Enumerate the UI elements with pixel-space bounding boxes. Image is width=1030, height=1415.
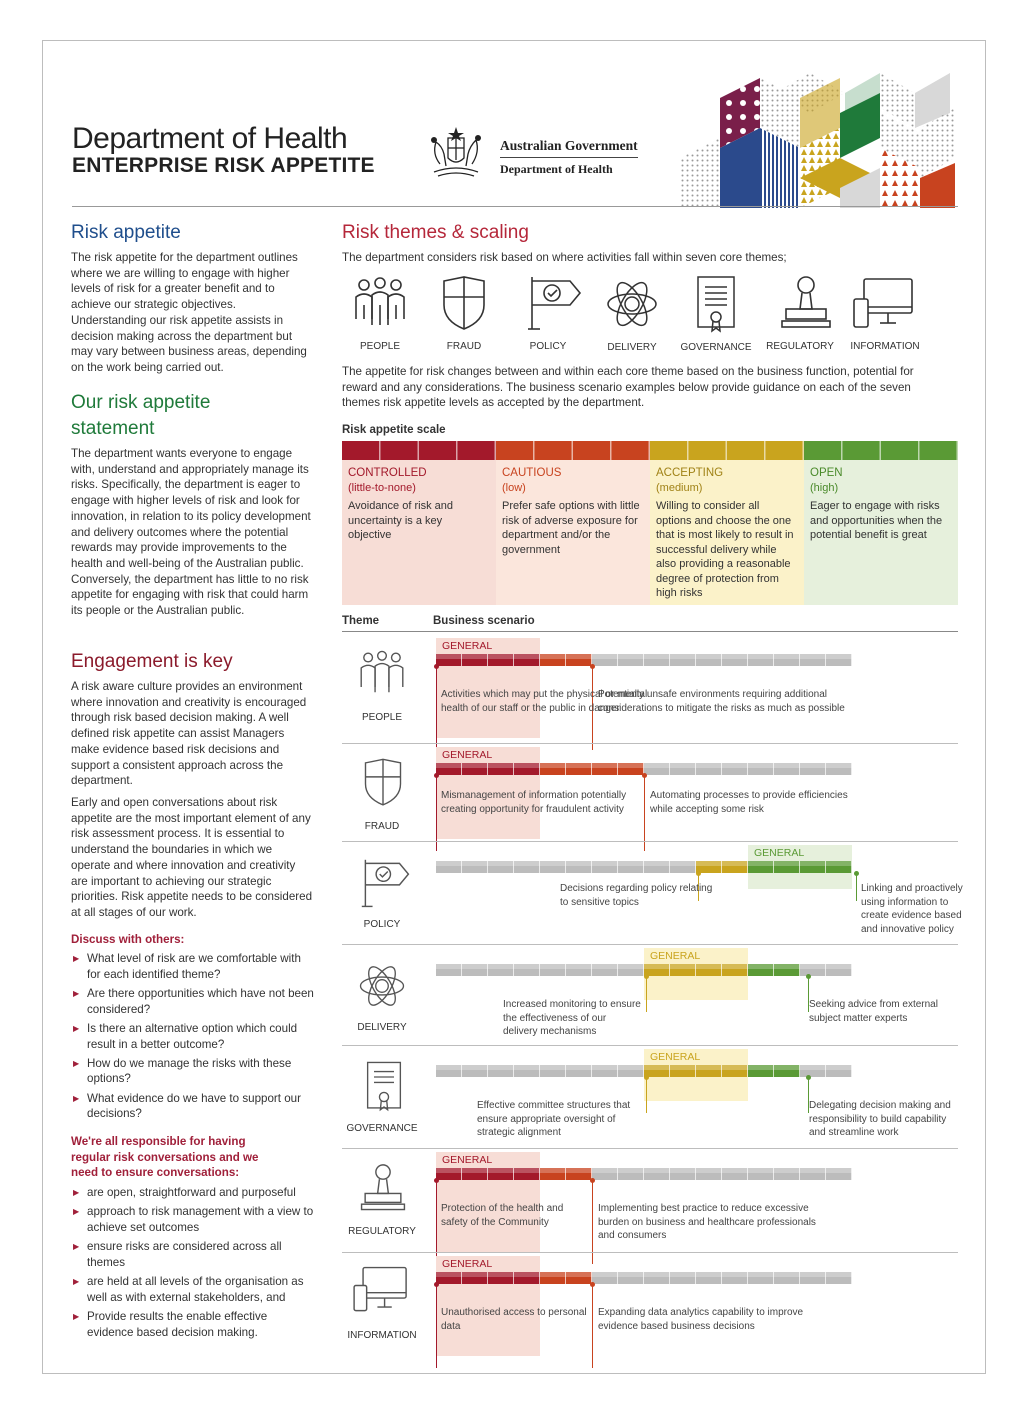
atom-icon — [356, 960, 408, 1012]
certificate-icon — [364, 1060, 404, 1114]
scenario-left-text: Unauthorised access to personal data — [441, 1307, 587, 1332]
people-icon — [350, 275, 410, 333]
devices-icon — [352, 1264, 410, 1316]
marker-line-left — [646, 1077, 647, 1113]
scenario-theme-label: FRAUD — [364, 821, 400, 832]
list-item: ▶ Provide results the enable effective evidence based decision making. — [71, 1309, 316, 1340]
scenario-bar — [436, 654, 852, 666]
scenario-right-text: Potentially unsafe environments requiring additional considerations to mitigate the risks as much as possible — [598, 689, 845, 714]
flag-check-icon — [360, 858, 412, 910]
marker-dot-right — [806, 1075, 811, 1080]
certificate-icon — [694, 275, 738, 333]
general-label: GENERAL — [442, 749, 493, 761]
list-item: ▶ What level of risk are we comfortable with for each identified theme? — [71, 951, 316, 982]
scenario-theme-label: REGULATORY — [348, 1226, 416, 1237]
statement-heading-line2: statement — [71, 418, 155, 439]
marker-dot-right — [854, 871, 859, 876]
marker-dot-right — [642, 773, 647, 778]
department-title: Department of Health — [72, 122, 348, 155]
scale-cell-controlled — [342, 460, 496, 605]
theme-label-policy: POLICY — [529, 341, 567, 352]
scale-title: Risk appetite scale — [342, 424, 446, 436]
scenario-right-text: Automating processes to provide efficiencies while accepting some risk — [650, 790, 848, 815]
row-separator — [342, 743, 958, 744]
row-separator — [342, 841, 958, 842]
marker-line-right — [592, 1284, 593, 1368]
scenario-left-text: Activities which may put the physical or mental health of our staff or the public in danger — [441, 689, 648, 714]
page-title: ENTERPRISE RISK APPETITE — [72, 154, 375, 177]
people-icon — [356, 648, 408, 700]
marker-dot-right — [590, 1178, 595, 1183]
appetite-text: The appetite for risk changes between and within each core theme based on the business function, potential for reward and any considerations. The business scenario examples below provide guidance on each of the seven themes risk appetite levels as accepted by the department. — [342, 365, 914, 410]
scale-name: CONTROLLED — [348, 467, 427, 479]
list-item: ▶ approach to risk management with a view to achieve set outcomes — [71, 1204, 316, 1235]
statement-heading-line1: Our risk appetite — [71, 392, 211, 413]
marker-line-right — [856, 873, 857, 901]
scenario-right-text: Implementing best practice to reduce excessive burden on business and healthcare professionals and consumers — [598, 1203, 816, 1241]
risk-appetite-text: The risk appetite for the department outlines where we are willing to engage with higher levels of risk for a greater benefit and to achieve our strategic objectives. Understanding our risk appetite assists in decision making across the department but may vary between business areas, depending on the work being carried out. — [71, 251, 307, 374]
scale-level: (little-to-none) — [348, 481, 416, 494]
scenario-theme-label: DELIVERY — [357, 1022, 407, 1033]
list-item: ▶ ensure risks are considered across all themes — [71, 1239, 316, 1270]
discuss-heading: Discuss with others: — [71, 933, 185, 946]
theme-label-fraud: FRAUD — [446, 341, 482, 352]
scale-desc: Avoidance of risk and uncertainty is a key objective — [348, 500, 453, 541]
scenario-left-text: Decisions regarding policy relating to sensitive topics — [560, 883, 713, 908]
marker-line-left — [436, 666, 437, 750]
scale-level: (high) — [810, 481, 839, 494]
atom-icon — [604, 275, 660, 333]
devices-icon — [852, 275, 916, 333]
row-separator — [342, 1148, 958, 1149]
themes-intro: The department considers risk based on where activities fall within seven core themes; — [342, 251, 787, 264]
scale-name: ACCEPTING — [656, 467, 724, 479]
header-rule — [72, 206, 958, 207]
marker-dot-left — [434, 1282, 439, 1287]
col-theme: Theme — [342, 615, 380, 627]
scenario-right-text: Linking and proactively using information to create evidence based and innovative policy — [861, 883, 963, 935]
gov-dept: Department of Health — [500, 162, 613, 176]
marker-dot-left — [434, 1178, 439, 1183]
general-label: GENERAL — [442, 640, 493, 652]
general-label: GENERAL — [754, 847, 805, 859]
list-item: ▶ are held at all levels of the organisation as well as with external stakeholders, and — [71, 1274, 316, 1305]
decorative-cube-pattern — [680, 68, 960, 208]
marker-dot-left — [644, 1075, 649, 1080]
scenario-left-text: Increased monitoring to ensure the effectiveness of our delivery mechanisms — [503, 999, 641, 1037]
list-item: ▶ How do we manage the risks with these options? — [71, 1056, 316, 1087]
col-scenario: Business scenario — [433, 615, 535, 627]
engagement-text-2: Early and open conversations about risk appetite are the most important element of any risk assessment process. It is essential to understand the boundaries in which we operate and where innovation and creativity are important to achieving our strategic priorities. Risk appetite needs to be considered at all stages of our work. — [71, 796, 313, 919]
scenario-right-text: Expanding data analytics capability to improve evidence based business decisions — [598, 1307, 804, 1332]
scenario-left-text: Protection of the health and safety of the Community — [441, 1203, 564, 1228]
scale-cell-cautious — [496, 460, 650, 605]
list-item: ▶ Is there an alternative option which could result in a better outcome? — [71, 1021, 316, 1052]
shield-icon — [440, 275, 488, 333]
engagement-text-1: A risk aware culture provides an environment where innovation and creativity is encouraged through risk based decision making. A well defined risk appetite can assist Managers make evidence based risk decisions and support a consistent approach across the department. — [71, 680, 307, 788]
scenario-left-text: Effective committee structures that ensure appropriate oversight of strategic alignment — [477, 1100, 631, 1138]
general-label: GENERAL — [650, 950, 701, 962]
scale-bar — [342, 441, 958, 460]
scale-level: (low) — [502, 481, 526, 494]
risk-appetite-heading: Risk appetite — [71, 222, 181, 243]
marker-dot-left — [696, 871, 701, 876]
themes-heading: Risk themes & scaling — [342, 222, 529, 243]
marker-line-left — [646, 976, 647, 1012]
flag-check-icon — [526, 275, 584, 333]
list-item: ▶ Are there opportunities which have not been considered? — [71, 986, 316, 1017]
theme-label-delivery: DELIVERY — [607, 342, 657, 353]
scale-name: CAUTIOUS — [502, 467, 562, 479]
marker-line-left — [436, 1284, 437, 1368]
general-label: GENERAL — [442, 1154, 493, 1166]
scale-cell-open — [804, 460, 958, 605]
gov-name: Australian Government — [500, 138, 638, 153]
marker-dot-left — [434, 773, 439, 778]
scenario-theme-label: GOVERNANCE — [346, 1123, 418, 1134]
scenario-bar — [436, 1168, 852, 1180]
scenario-theme-label: PEOPLE — [361, 712, 403, 723]
scale-level: (medium) — [656, 481, 703, 494]
row-separator — [342, 1252, 958, 1253]
theme-label-governance: GOVERNANCE — [680, 342, 752, 353]
scenario-bar — [436, 861, 852, 873]
scale-desc: Prefer safe options with little risk of adverse exposure for department and/or the government — [502, 500, 640, 556]
scenario-theme-label: INFORMATION — [347, 1330, 417, 1341]
scale-name: OPEN — [810, 467, 843, 479]
responsible-heading: We're all responsible for having regular risk conversations and we need to ensure conversations: — [71, 1135, 259, 1180]
general-label: GENERAL — [442, 1258, 493, 1270]
scale-desc: Willing to consider all options and choose the one that is most likely to result in successful delivery while also providing a reasonable degree of protection from high risks — [656, 500, 794, 599]
list-item: ▶ are open, straightforward and purposeful — [71, 1185, 316, 1201]
row-separator — [342, 944, 958, 945]
responsible-list — [71, 1185, 316, 1344]
theme-label-people: PEOPLE — [359, 341, 401, 352]
engagement-heading: Engagement is key — [71, 651, 233, 672]
theme-label-regulatory: REGULATORY — [766, 341, 834, 352]
list-item: ▶ What evidence do we have to support our decisions? — [71, 1091, 316, 1122]
statement-text: The department wants everyone to engage with, understand and appropriately manage its risks. Specifically, the department is eager to engage with higher levels of risk and look for innovation, in relation to its policy development and delivery outcomes where the potential rewards may provide improvements to the health and well-being of the Australian public. Conversely, the department has little to no risk appetite for engaging with risk that could harm its people or the Australian public. — [71, 447, 311, 618]
gov-divider — [500, 157, 638, 158]
scenario-left-text: Mismanagement of information potentially creating opportunity for fraudulent activity — [441, 790, 627, 815]
marker-dot-right — [590, 664, 595, 669]
marker-line-left — [436, 775, 437, 851]
coat-of-arms-icon — [420, 124, 492, 184]
marker-dot-right — [806, 974, 811, 979]
stamp-icon — [778, 275, 834, 333]
row-separator — [342, 1045, 958, 1046]
discuss-list — [71, 951, 316, 1126]
general-label: GENERAL — [650, 1051, 701, 1063]
theme-label-information: INFORMATION — [850, 341, 920, 352]
scale-cell-accepting — [650, 460, 804, 605]
scale-desc: Eager to engage with risks and opportunities when the potential benefit is great — [810, 500, 943, 541]
marker-dot-left — [644, 974, 649, 979]
scenario-theme-label: POLICY — [363, 919, 401, 930]
scenario-bar — [436, 1272, 852, 1284]
shield-icon — [362, 757, 404, 809]
marker-dot-right — [590, 1282, 595, 1287]
scenario-right-text: Delegating decision making and responsibility to build capability and streamline work — [809, 1100, 951, 1138]
scenario-right-text: Seeking advice from external subject matter experts — [809, 999, 938, 1024]
header-rule-table — [342, 631, 958, 632]
stamp-icon — [358, 1163, 408, 1215]
marker-dot-left — [434, 664, 439, 669]
